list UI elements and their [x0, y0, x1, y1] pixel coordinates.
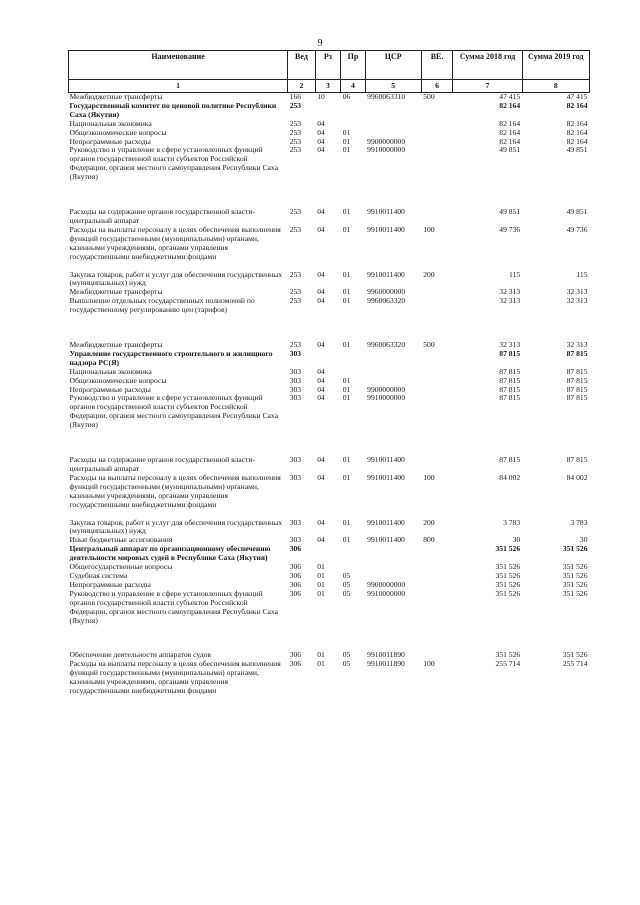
row-pr: 01 [342, 517, 351, 527]
row-csr: 9910000000 [367, 145, 406, 155]
row-pr: 01 [342, 472, 351, 482]
row-sum-2018: 115 [509, 269, 521, 279]
column-number: 5 [365, 80, 421, 93]
row-pr: 06 [342, 92, 351, 101]
row-sum-2018: 255 714 [495, 659, 521, 669]
row-vr [421, 208, 453, 226]
row-sum-2019: 49 851 [566, 145, 588, 155]
row-sum-2019: 115 [576, 269, 588, 279]
row-vr [421, 581, 453, 590]
row-ved: 306 [289, 562, 302, 572]
row-sum-2018: 351 526 [495, 562, 521, 572]
row-pr: 01 [342, 287, 351, 297]
row-vr: 200 [423, 269, 435, 279]
row-vr: 100 [423, 224, 435, 234]
header-pr: Пр [341, 51, 365, 80]
row-name: Расходы на выплаты персоналу в целях обеспечения выполнения функций государственными (муниципальными) органами, казенными учреждениями, органами управления государственными внебюджетными фондами [69, 659, 281, 696]
row-vr [421, 102, 453, 120]
row-pr: 01 [342, 224, 351, 234]
table-row [69, 226, 590, 262]
row-rz: 04 [317, 535, 325, 545]
row-rz: 04 [317, 517, 325, 527]
row-sum-2018: 351 526 [495, 588, 521, 598]
table-row [69, 474, 590, 510]
row-csr: 9960063320 [367, 340, 406, 350]
row-name: Общеэкономические вопросы [69, 375, 167, 385]
page-number: 9 [317, 38, 323, 49]
table-row [69, 271, 590, 289]
row-vr: 100 [423, 659, 435, 669]
row-sum-2018: 87 815 [499, 348, 521, 358]
row-rz: 04 [317, 384, 325, 394]
table-row [69, 350, 590, 368]
row-rz: 04 [317, 296, 325, 306]
row-name: Обеспечение деятельности аппаратов судов [69, 650, 211, 660]
row-csr: 9910011400 [367, 269, 405, 279]
row-pr: 05 [342, 659, 351, 669]
row-ved: 253 [289, 269, 302, 279]
row-sum-2018: 82 164 [499, 136, 521, 146]
row-rz: 04 [317, 224, 325, 234]
row-pr: 05 [342, 570, 351, 580]
row-vr: 800 [423, 535, 435, 545]
table-row [69, 545, 590, 563]
row-pr: 01 [342, 384, 351, 394]
row-name: Межбюджетные трансферты [69, 92, 163, 101]
row-name: Выполнение отдельных государственных полномочий по государственному регулированию цен (тарифов) [69, 296, 255, 315]
row-pr: 01 [342, 127, 351, 137]
row-ved: 303 [289, 366, 302, 376]
row-sum-2019: 49 851 [566, 207, 588, 217]
row-name: Общегосударственные вопросы [69, 562, 173, 572]
row-sum-2019: 351 526 [562, 570, 588, 580]
row-rz: 01 [317, 588, 325, 598]
row-spacer [69, 182, 590, 208]
row-pr: 05 [342, 650, 351, 660]
row-name: Межбюджетные трансферты [69, 340, 163, 350]
row-vr: 500 [423, 92, 435, 101]
row-vr [421, 572, 453, 581]
row-rz [315, 350, 340, 368]
row-ved: 303 [289, 384, 302, 394]
row-pr: 01 [342, 535, 351, 545]
row-name: Непрограммные расходы [69, 384, 151, 394]
row-pr [341, 545, 365, 563]
row-sum-2019: 82 164 [566, 100, 588, 110]
row-rz: 04 [317, 375, 325, 385]
row-name: Закупка товаров, работ и услуг для обеспечения государственных (муниципальных) нужд [69, 517, 283, 536]
row-sum-2019: 32 313 [566, 287, 588, 297]
row-csr: 9910011400 [367, 517, 405, 527]
row-ved: 253 [289, 296, 302, 306]
row-name: Расходы на содержание органов государственной власти- центральный аппарат [69, 455, 256, 473]
row-sum-2019: 87 815 [566, 393, 588, 403]
row-ved: 306 [289, 588, 302, 598]
row-ved: 303 [289, 393, 302, 403]
row-vr [421, 377, 453, 386]
row-sum-2019: 47 415 [566, 92, 588, 101]
row-pr: 01 [342, 145, 351, 155]
row-rz: 04 [317, 118, 325, 128]
row-rz: 04 [317, 287, 325, 297]
row-csr: 9960000000 [367, 287, 406, 297]
row-sum-2018: 351 526 [495, 570, 521, 580]
row-csr: 9910011890 [367, 650, 405, 660]
row-sum-2018: 87 815 [499, 455, 521, 465]
row-csr [365, 120, 421, 129]
row-sum-2019: 351 526 [562, 588, 588, 598]
row-sum-2018: 351 526 [495, 579, 521, 589]
row-csr: 9900000000 [367, 384, 406, 394]
row-pr: 05 [342, 588, 351, 598]
row-name: Национальная экономика [69, 118, 152, 128]
header-name: Наименование [69, 51, 288, 80]
row-name: Руководство и управление в сфере установленных функций органов государственной власти субъектов Российской Федерации, органов местного самоуправления Республики Саха (Якутия) [69, 588, 278, 625]
row-rz: 04 [317, 340, 325, 350]
row-rz: 01 [317, 659, 325, 669]
row-sum-2019: 32 313 [566, 296, 588, 306]
table-row [69, 297, 590, 315]
row-sum-2019: 351 526 [562, 562, 588, 572]
row-ved: 303 [289, 455, 302, 465]
row-sum-2018: 82 164 [499, 127, 521, 137]
row-rz [315, 102, 340, 120]
row-spacer-cell [69, 182, 590, 208]
row-spacer [69, 625, 590, 651]
row-sum-2018: 87 815 [499, 375, 521, 385]
row-sum-2018: 49 851 [499, 207, 521, 217]
row-sum-2018: 82 164 [499, 100, 521, 110]
row-csr: 9960063320 [367, 296, 406, 306]
row-vr [421, 368, 453, 377]
header-csr: ЦСР [365, 51, 421, 80]
row-rz: 04 [317, 455, 325, 465]
row-sum-2019: 84 002 [566, 472, 588, 482]
table-row [69, 590, 590, 626]
row-sum-2018: 49 851 [499, 145, 521, 155]
column-number: 7 [453, 80, 522, 93]
row-vr [421, 129, 453, 138]
row-name: Непрограммные расходы [69, 136, 151, 146]
row-sum-2018: 82 164 [499, 118, 521, 128]
row-sum-2018: 32 313 [499, 296, 521, 306]
table-row [69, 102, 590, 120]
row-name: Руководство и управление в сфере установленных функций органов государственной власти субъектов Российской Федерации, органов местного самоуправления Республики Саха (Якутия) [69, 393, 278, 430]
row-name: Руководство и управление в сфере установленных функций органов государственной власти субъектов Российской Федерации, органов местного самоуправления Республики Саха (Якутия) [69, 145, 278, 182]
row-spacer-cell [69, 315, 590, 341]
row-csr [365, 563, 421, 572]
row-csr [365, 368, 421, 377]
row-vr [421, 386, 453, 395]
row-rz: 04 [317, 127, 325, 137]
row-csr [365, 102, 421, 120]
row-ved: 253 [289, 340, 302, 350]
row-csr: 9910011400 [367, 224, 405, 234]
row-rz: 04 [317, 207, 325, 217]
column-number: 6 [421, 80, 453, 93]
row-ved: 306 [289, 544, 302, 554]
row-name: Непрограммные расходы [69, 579, 151, 589]
row-sum-2019: 49 736 [566, 224, 588, 234]
row-csr: 9910000000 [367, 393, 406, 403]
row-vr [421, 545, 453, 563]
row-vr [421, 297, 453, 315]
row-sum-2018: 30 [512, 535, 521, 545]
row-csr: 9900000000 [367, 136, 406, 146]
row-pr [341, 102, 365, 120]
row-vr [421, 394, 453, 430]
header-sum-2018: Сумма 2018 год [453, 51, 522, 80]
row-ved: 303 [289, 535, 302, 545]
row-rz: 01 [317, 579, 325, 589]
row-sum-2018: 87 815 [499, 384, 521, 394]
table-row [69, 456, 590, 474]
row-pr: 01 [342, 340, 351, 350]
row-vr [421, 456, 453, 474]
row-sum-2019: 82 164 [566, 118, 588, 128]
row-rz [315, 545, 340, 563]
row-ved: 253 [289, 100, 302, 110]
header-ved: Вед [288, 51, 316, 80]
row-csr [365, 350, 421, 368]
header-row [69, 51, 590, 80]
table-row [69, 208, 590, 226]
row-sum-2019: 87 815 [566, 384, 588, 394]
row-sum-2018: 32 313 [499, 287, 521, 297]
header-vr: ВЕ. [421, 51, 453, 80]
row-ved: 306 [289, 659, 302, 669]
row-pr: 01 [342, 296, 351, 306]
column-number: 4 [341, 80, 365, 93]
row-vr [421, 563, 453, 572]
column-number: 2 [288, 80, 316, 93]
table-body [69, 93, 590, 696]
row-pr: 01 [342, 455, 351, 465]
row-rz: 04 [317, 472, 325, 482]
row-sum-2019: 87 815 [566, 366, 588, 376]
row-name: Судебная система [69, 570, 128, 580]
column-number: 8 [522, 80, 589, 93]
row-sum-2018: 351 526 [495, 544, 521, 554]
header-sum-2019: Сумма 2019 год [522, 51, 589, 80]
row-spacer [69, 430, 590, 456]
row-ved: 253 [289, 207, 302, 217]
row-csr: 9910011400 [367, 472, 405, 482]
row-sum-2018: 87 815 [499, 393, 521, 403]
row-sum-2019: 87 815 [566, 455, 588, 465]
row-ved: 306 [289, 570, 302, 580]
budget-table [68, 50, 590, 696]
row-rz: 01 [317, 650, 325, 660]
row-pr: 01 [342, 393, 351, 403]
row-ved: 303 [289, 348, 302, 358]
row-ved: 303 [289, 375, 302, 385]
row-name: Расходы на выплаты персоналу в целях обеспечения выполнения функций государственными (муниципальными) органами, казенными учреждениями, органами управления государственными внебюджетными фондами [69, 472, 281, 509]
row-ved: 303 [289, 472, 302, 482]
row-ved: 306 [289, 579, 302, 589]
row-vr: 500 [423, 340, 435, 350]
row-sum-2019: 87 815 [566, 375, 588, 385]
row-pr [341, 350, 365, 368]
row-csr: 9900000000 [367, 579, 406, 589]
column-number-row [69, 80, 590, 93]
row-pr: 01 [342, 207, 351, 217]
row-name: Расходы на выплаты персоналу в целях обеспечения выполнения функций государственными (муниципальными) органами, казенными учреждениями, органами управления государственными внебюджетными фондами [69, 224, 281, 261]
row-rz: 01 [317, 570, 325, 580]
row-rz: 10 [317, 92, 325, 101]
row-sum-2019: 32 313 [566, 340, 588, 350]
row-sum-2018: 49 736 [499, 224, 521, 234]
row-name: Центральный аппарат по организационному обеспечению деятельности мировых судей в Республике Саха (Якутия) [69, 544, 271, 563]
row-csr: 9910011400 [367, 535, 405, 545]
row-rz: 04 [317, 136, 325, 146]
row-name: Закупка товаров, работ и услуг для обеспечения государственных (муниципальных) нужд [69, 269, 283, 288]
row-csr: 9960063310 [367, 92, 406, 101]
row-name: Общеэкономические вопросы [69, 127, 167, 137]
row-ved: 253 [289, 136, 302, 146]
row-sum-2019: 255 714 [562, 659, 588, 669]
row-name: Иные бюджетные ассигнования [69, 535, 173, 545]
row-vr [421, 350, 453, 368]
row-vr [421, 138, 453, 147]
row-sum-2018: 47 415 [499, 92, 521, 101]
row-vr [421, 288, 453, 297]
row-csr: 9910011890 [367, 659, 405, 669]
row-sum-2019: 87 815 [566, 348, 588, 358]
row-ved: 253 [289, 145, 302, 155]
row-sum-2018: 84 002 [499, 472, 521, 482]
row-pr: 01 [342, 269, 351, 279]
row-name: Управление государственного строительного и жилищного надзора РС(Я) [69, 348, 273, 367]
row-rz: 04 [317, 269, 325, 279]
table-row [69, 394, 590, 430]
row-rz: 04 [317, 366, 325, 376]
row-pr: 05 [342, 579, 351, 589]
row-csr: 9910011400 [367, 207, 405, 217]
row-vr [421, 120, 453, 129]
row-name: Межбюджетные трансферты [69, 287, 163, 297]
row-sum-2018: 32 313 [499, 340, 521, 350]
row-sum-2019: 351 526 [562, 579, 588, 589]
row-sum-2018: 3 783 [503, 517, 521, 527]
row-sum-2019: 351 526 [562, 544, 588, 554]
row-csr: 9910000000 [367, 588, 406, 598]
row-csr [365, 545, 421, 563]
row-sum-2019: 351 526 [562, 650, 588, 660]
row-spacer-cell [69, 430, 590, 456]
row-rz: 04 [317, 393, 325, 403]
row-pr: 01 [342, 375, 351, 385]
row-ved: 306 [289, 650, 302, 660]
row-ved: 166 [289, 92, 302, 101]
row-sum-2018: 87 815 [499, 366, 521, 376]
row-name: Государственный комитет по ценовой политике Республики Саха (Якутия) [69, 100, 277, 119]
row-pr: 01 [342, 136, 351, 146]
row-vr: 100 [423, 472, 435, 482]
row-ved: 253 [289, 118, 302, 128]
row-ved: 253 [289, 127, 302, 137]
row-spacer-cell [69, 625, 590, 651]
column-number: 3 [315, 80, 340, 93]
table-row [69, 660, 590, 696]
row-csr: 9910011400 [367, 455, 405, 465]
row-sum-2019: 82 164 [566, 127, 588, 137]
row-ved: 253 [289, 224, 302, 234]
row-rz: 01 [317, 562, 325, 572]
row-spacer [69, 315, 590, 341]
row-name: Расходы на содержание органов государственной власти- центральный аппарат [69, 207, 256, 225]
row-vr: 200 [423, 517, 435, 527]
row-sum-2019: 3 783 [570, 517, 588, 527]
table-row [69, 519, 590, 537]
column-number: 1 [69, 80, 288, 93]
row-name: Национальная экономика [69, 366, 152, 376]
row-sum-2018: 351 526 [495, 650, 521, 660]
row-vr [421, 590, 453, 626]
header-rz: Рз [315, 51, 340, 80]
row-sum-2019: 82 164 [566, 136, 588, 146]
row-rz: 04 [317, 145, 325, 155]
row-vr [421, 146, 453, 182]
row-ved: 253 [289, 287, 302, 297]
row-ved: 303 [289, 517, 302, 527]
table-row [69, 146, 590, 182]
row-sum-2019: 30 [579, 535, 588, 545]
